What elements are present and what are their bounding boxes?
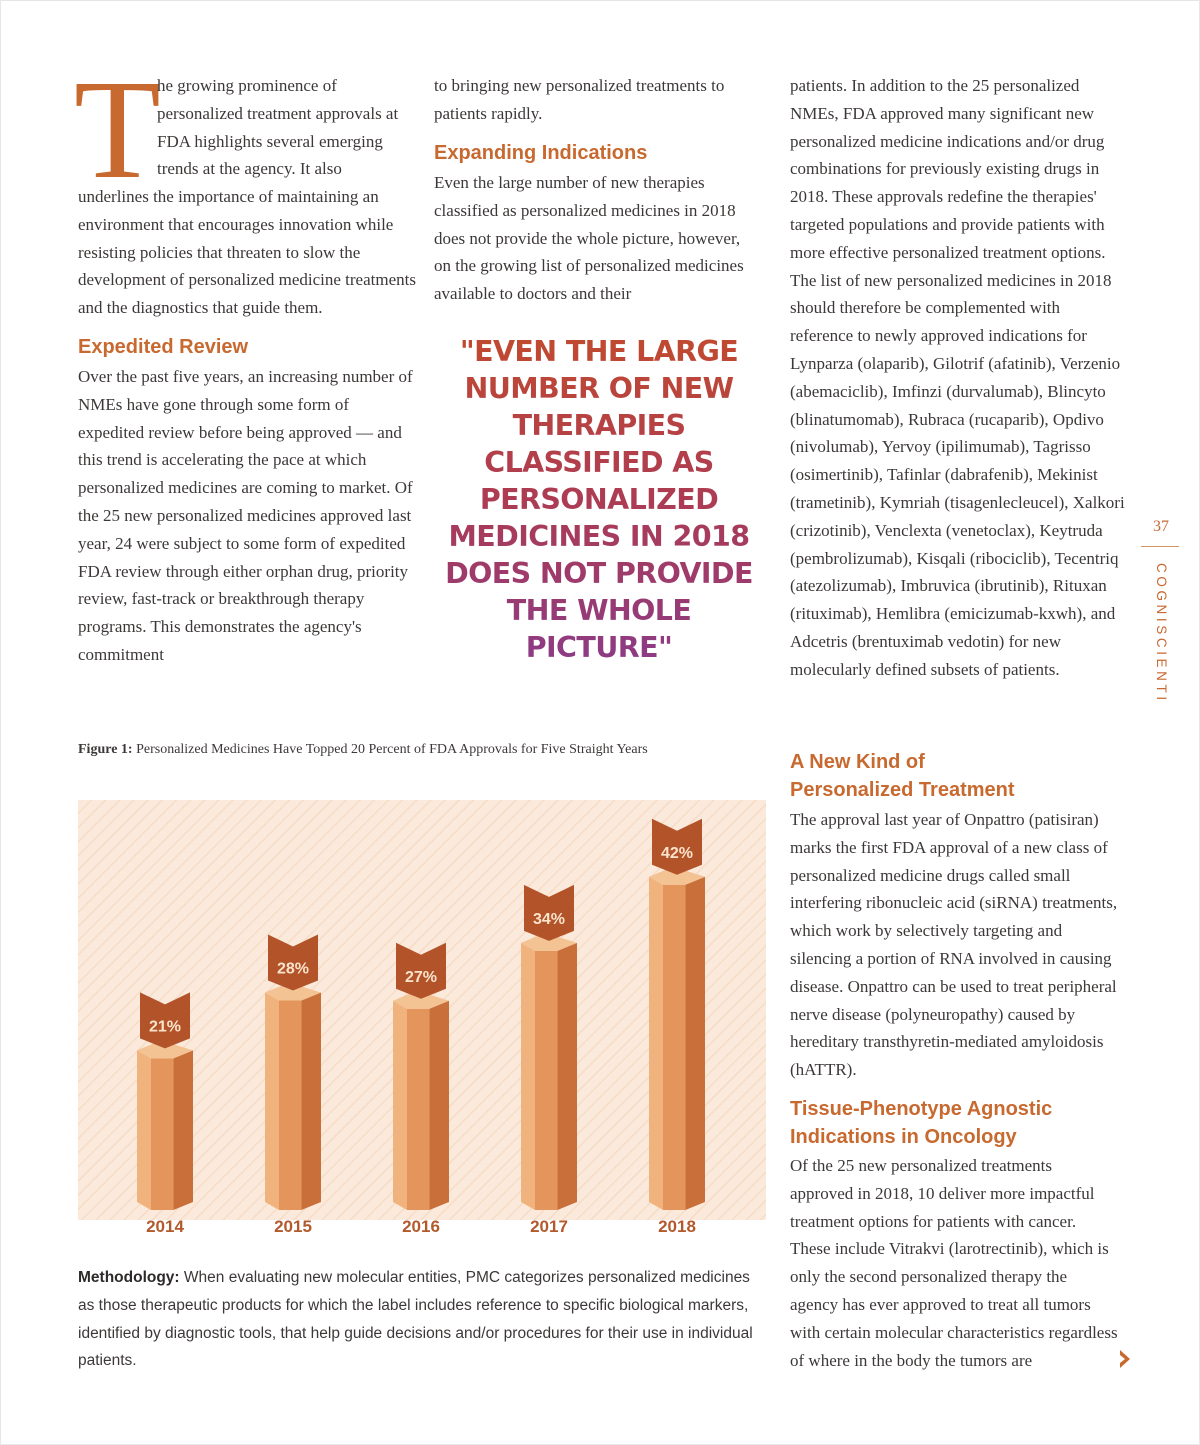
- expedited-review-paragraph: Over the past five years, an increasing number of NMEs have gone through some form of expedited review before being approved — and this trend is accelerating the pace at which personalized medicines are coming to market. Of the 25 new personalized medicines approved last year, 24 were subject to some form of expedited FDA review through either orphan drug, priority review, fast-track or breakthrough therapy programs. This demonstrates the agency's commitment: [78, 367, 413, 664]
- drop-cap: T: [74, 50, 161, 208]
- bar-2015: [279, 1001, 301, 1210]
- bar-2016: [407, 1009, 429, 1210]
- bar-face-right-2018: [685, 877, 705, 1210]
- personalized-medicines-bar-chart: [78, 770, 766, 1248]
- intro-paragraph: underlines the importance of maintaining an environment that encourages innovation while resisting policies that threaten to slow the development of personalized medicine treatments and the diagnostics that guide them.: [78, 187, 416, 318]
- sidebar-rule: [1141, 546, 1179, 547]
- heading-new-kind-line2: Personalized Treatment: [790, 779, 1015, 801]
- bar-face-left-2017: [521, 943, 535, 1210]
- heading-new-kind: [790, 748, 1015, 804]
- publication-name: COGNISCIENTI: [1154, 563, 1169, 704]
- bar-face-right-2016: [429, 1001, 449, 1210]
- col3-continued-paragraph: patients. In addition to the 25 personalized NMEs, FDA approved many significant new personalized medicine indications and/or drug combinations for previously existing drugs in 2018. These approvals redefine the therapies' targeted populations and provide patients with more effective personalized treatment options. The list of new personalized medicines in 2018 should therefore be complemented with reference to newly approved indications for Lynparza (olaparib), Gilotrif (afatinib), Verzenio (abemaciclib), Imfinzi (durvalumab), Blincyto (blinatumomab), Rubraca (rucaparib), Opdivo (nivolumab), Yervoy (ipilimumab), Tagrisso (osimertinib), Tafinlar (dabrafenib), Mekinist (trametinib), Kymriah (tisagenlecleucel), Xalkori (crizotinib), Venclexta (venetoclax), Keytruda (pembrolizumab), Kisqali (ribociclib), Tecentriq (atezolizumab), Imbruvica (ibrutinib), Rituxan (rituximab), Hemlibra (emicizumab-kxwh), and Adcetris (brentuximab vedotin) for new molecularly defined subsets of patients.: [790, 76, 1125, 679]
- bar-2014: [151, 1058, 173, 1210]
- value-label-2015: 28%: [276, 960, 310, 978]
- value-label-2018: 42%: [660, 844, 694, 862]
- bar-face-right-2017: [557, 943, 577, 1210]
- bar-face-right-2015: [301, 993, 321, 1210]
- value-label-2017: 34%: [532, 910, 566, 928]
- figure-caption: [78, 740, 758, 760]
- heading-expedited-review: Expedited Review: [78, 336, 249, 358]
- year-label-2016: 2016: [402, 1217, 440, 1236]
- bar-face-right-2014: [173, 1050, 193, 1210]
- heading-tissue-line1: Tissue-Phenotype Agnostic: [790, 1098, 1053, 1120]
- year-label-2017: 2017: [530, 1217, 568, 1236]
- new-kind-paragraph: The approval last year of Onpattro (patisiran) marks the first FDA approval of a new class of personalized medicine drugs called small interfering ribonucleic acid (siRNA) treatments, which work by selectively targeting and silencing a portion of RNA involved in causing disease. Onpattro can be used to treat peripheral nerve disease (polyneuropathy) caused by hereditary transthyretin-mediated amyloidosis (hATTR).: [790, 810, 1118, 1080]
- value-label-2016: 27%: [404, 968, 438, 986]
- year-label-2015: 2015: [274, 1217, 312, 1236]
- expanding-indications-paragraph: Even the large number of new therapies classified as personalized medicines in 2018 does not provide the whole picture, however, on the growing list of personalized medicines available to doctors and their: [434, 173, 744, 304]
- bar-face-left-2018: [649, 877, 663, 1210]
- bar-face-left-2015: [265, 993, 279, 1210]
- year-label-2018: 2018: [658, 1217, 696, 1236]
- col2-continued-paragraph: to bringing new personalized treatments to patients rapidly.: [434, 76, 725, 123]
- bar-2017: [535, 951, 557, 1210]
- heading-expanding-indications: Expanding Indications: [434, 142, 648, 164]
- page-number: 37: [1153, 518, 1169, 535]
- methodology-label: Methodology:: [78, 1269, 180, 1286]
- chevron-right-icon: [1120, 1350, 1130, 1368]
- bar-face-left-2014: [137, 1050, 151, 1210]
- intro-paragraph-indented: he growing prominence of personalized treatment approvals at FDA highlights several emerging trends at the agency. It also: [157, 76, 399, 179]
- figure-caption-text: Personalized Medicines Have Topped 20 Percent of FDA Approvals for Five Straight Years: [136, 742, 648, 757]
- bar-face-left-2016: [393, 1001, 407, 1210]
- year-label-2014: 2014: [146, 1217, 184, 1236]
- heading-tissue-agnostic: [790, 1095, 1052, 1151]
- methodology-note: [78, 1264, 758, 1375]
- methodology-text: When evaluating new molecular entities, PMC categorizes personalized medicines as those therapeutic products for which the label includes reference to specific biological markers, identified by diagnostic tools, that help guide decisions and/or procedures for their use in individual patients.: [78, 1269, 753, 1370]
- bar-2018: [663, 885, 685, 1210]
- pull-quote: "EVEN THE LARGE NUMBER OF NEW THERAPIES CLASSIFIED AS PERSONALIZED MEDICINES IN 2018 DOES NOT PROVIDE THE WHOLE PICTURE": [432, 333, 766, 666]
- tissue-agnostic-paragraph: Of the 25 new personalized treatments approved in 2018, 10 deliver more impactful treatment options for patients with cancer. These include Vitrakvi (larotrectinib), which is only the second personalized therapy the agency has ever approved to treat all tumors with certain molecular characteristics regardless of where in the body the tumors are: [790, 1156, 1118, 1370]
- heading-new-kind-line1: A New Kind of: [790, 751, 925, 773]
- value-label-2014: 21%: [148, 1018, 182, 1036]
- figure-label: Figure 1:: [78, 742, 133, 757]
- heading-tissue-line2: Indications in Oncology: [790, 1126, 1017, 1148]
